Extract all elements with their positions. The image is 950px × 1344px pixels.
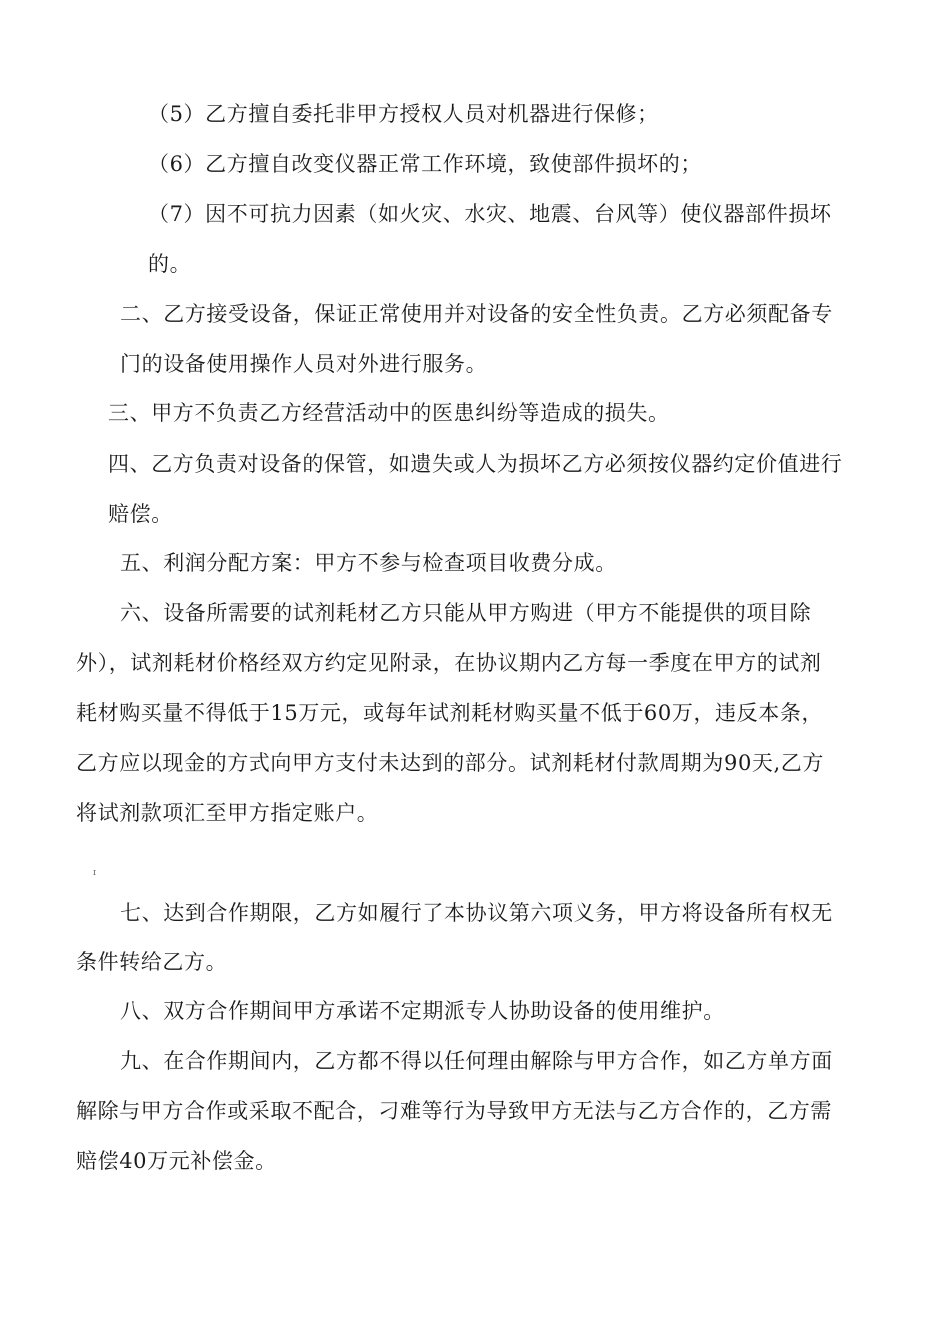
text-line: 条件转给乙方。 — [76, 950, 228, 974]
text-line: 五、利润分配方案：甲方不参与检查项目收费分成。 — [120, 551, 617, 575]
text-line: 解除与甲方合作或采取不配合，刁难等行为导致甲方无法与乙方合作的，乙方需 — [76, 1099, 832, 1123]
text-line: 七、达到合作期限，乙方如履行了本协议第六项义务，甲方将设备所有权无 — [120, 901, 833, 925]
text-line: 九、在合作期间内，乙方都不得以任何理由解除与甲方合作，如乙方单方面 — [120, 1049, 833, 1073]
text-line: （7）因不可抗力因素（如火灾、水灾、地震、台风等）使仪器部件损坏 — [148, 202, 832, 226]
text-line: 门的设备使用操作人员对外进行服务。 — [120, 352, 488, 376]
text-line: 八、双方合作期间甲方承诺不定期派专人协助设备的使用维护。 — [120, 999, 725, 1023]
text-line: （5）乙方擅自委托非甲方授权人员对机器进行保修； — [148, 102, 659, 126]
text-line: 的。 — [148, 252, 192, 276]
text-line: 三、甲方不负责乙方经营活动中的医患纠纷等造成的损失。 — [108, 401, 670, 425]
text-line: 六、设备所需要的试剂耗材乙方只能从甲方购进（甲方不能提供的项目除 — [120, 601, 812, 625]
text-line: 将试剂款项汇至甲方指定账户。 — [76, 801, 379, 825]
text-line: 外），试剂耗材价格经双方约定见附录，在协议期内乙方每一季度在甲方的试剂 — [76, 651, 822, 675]
text-line: 四、乙方负责对设备的保管，如遗失或人为损坏乙方必须按仪器约定价值进行 — [108, 452, 843, 476]
text-line: 赔偿。 — [108, 502, 173, 526]
stray-mark: ɪ — [93, 868, 96, 878]
text-line: 赔偿40万元补偿金。 — [76, 1149, 277, 1173]
text-line: 乙方应以现金的方式向甲方支付未达到的部分。试剂耗材付款周期为90天,乙方 — [76, 751, 824, 775]
text-line: （6）乙方擅自改变仪器正常工作环境，致使部件损坏的； — [148, 152, 702, 176]
text-line: 二、乙方接受设备，保证正常使用并对设备的安全性负责。乙方必须配备专 — [120, 302, 833, 326]
text-line: 耗材购买量不得低于15万元，或每年试剂耗材购买量不低于60万，违反本条， — [76, 701, 824, 725]
